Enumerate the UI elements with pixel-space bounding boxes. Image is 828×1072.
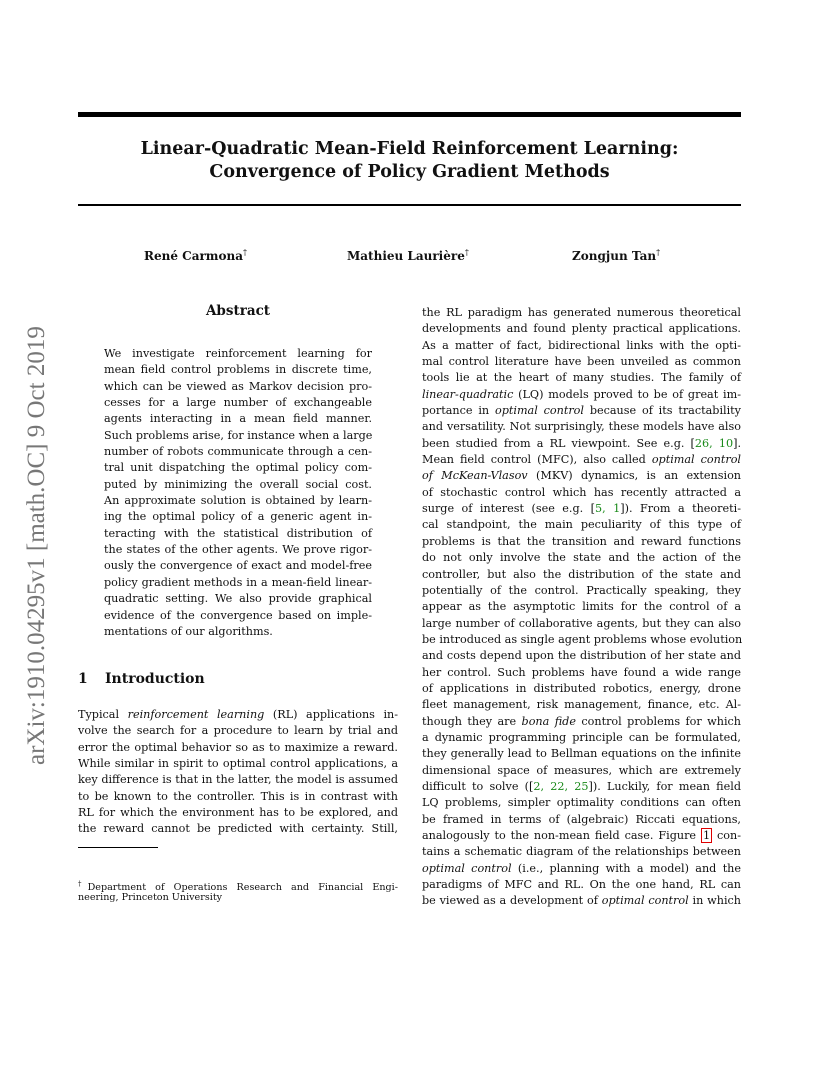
section-title: Introduction [105, 671, 205, 687]
author-name: René Carmona [144, 249, 243, 263]
author-mark: † [243, 248, 247, 257]
text-line: optimal control (i.e., planning with a model) and the [422, 861, 742, 875]
text-line: evidence of the convergence based on imple- [104, 608, 372, 622]
emphasis: bona fide [521, 714, 576, 728]
text-line: to be known to the controller. This is in contrast with [78, 789, 398, 803]
text-line: and versatility. Not surprisingly, these models have also [422, 420, 741, 434]
text-line: neering, Princeton University [78, 892, 223, 903]
text-line: though they are bona fide control problems for which [422, 714, 741, 728]
text-line: quadratic setting. We also provide graphical [104, 592, 372, 606]
paper-title [78, 138, 741, 184]
title-line: Linear-Quadratic Mean-Field Reinforcement Learning: [140, 139, 679, 159]
text-line: number of robots communicate through a cen- [104, 445, 372, 459]
text-line: they generally lead to Bellman equations on the infinite [422, 747, 741, 761]
author-mark: † [656, 248, 661, 257]
text-line: Such problems arise, for instance when a large [104, 428, 373, 442]
author-name: Zongjun Tan [572, 249, 657, 263]
text-line: An approximate solution is obtained by learn- [104, 494, 372, 508]
text-line: a dynamic programming principle can be formulated, [422, 730, 741, 744]
text-line: tral unit dispatching the optimal policy com- [104, 461, 372, 475]
text-line: As a matter of fact, bidirectional links with the opti- [422, 338, 741, 352]
abstract-heading: Abstract [205, 303, 271, 319]
emphasis: optimal control [651, 453, 742, 467]
right-column-body [422, 305, 741, 910]
arxiv-identifier: arXiv:1910.04295v1 [math.OC] 9 Oct 2019 [23, 326, 50, 765]
text-line: tains a schematic diagram of the relationships between [422, 845, 741, 859]
footnote-mark: † [78, 880, 88, 888]
text-line: LQ problems, simpler optimality conditions can often [422, 796, 741, 810]
text-line: We investigate reinforcement learning for [104, 347, 372, 360]
text-line: be viewed as a development of optimal control in which [422, 894, 741, 908]
text-line: controller, but also the distribution of the state and [422, 567, 741, 581]
text-line: of stochastic control which has recently attracted a [422, 485, 741, 499]
text-line: difficult to solve ([2, 22, 25]). Luckily, for mean field [422, 779, 741, 793]
text-line: surge of interest (see e.g. [5, 1]). From a theoreti- [422, 502, 741, 516]
footnote-rule [78, 847, 158, 848]
text-line: cal standpoint, the main peculiarity of this type of [422, 518, 741, 532]
citation-link[interactable]: 26, 10 [694, 436, 734, 450]
text-line: her control. Such problems have found a wide range [422, 665, 741, 679]
text-line: the RL paradigm has generated numerous theoretical [422, 306, 741, 319]
abstract-body [104, 346, 372, 640]
emphasis: optimal control [422, 861, 512, 875]
text-line: Typical reinforcement learning (RL) applications in- [78, 708, 399, 721]
figure-reference-link[interactable]: 1 [702, 829, 711, 842]
text-line: fleet management, risk management, finance, etc. Al- [422, 698, 741, 712]
emphasis: of McKean-Vlasov [422, 469, 528, 483]
text-line: While similar in spirit to optimal control applications, a [78, 757, 398, 771]
emphasis: optimal control [601, 894, 689, 908]
text-line: puted by minimizing the overall social cost. [104, 477, 372, 491]
text-line: potentially of the control. Practically speaking, they [422, 583, 741, 597]
title-line: Convergence of Policy Gradient Methods [209, 162, 610, 182]
text-line: ously the convergence of exact and model-free [104, 559, 372, 573]
text-line: mentations of our algorithms. [104, 624, 273, 638]
emphasis: reinforcement learning [127, 708, 265, 721]
text-line: portance in optimal control because of its tractability [422, 404, 741, 418]
author-mark: † [464, 248, 469, 257]
citation-link[interactable]: 5, 1 [595, 502, 621, 516]
text-line: large number of collaborative agents, but they can also [422, 616, 741, 630]
text-line: mean field control problems in discrete time, [104, 363, 372, 377]
text-line: agents interacting in a mean field manner. [104, 412, 372, 426]
emphasis: linear-quadratic [422, 387, 514, 401]
text-line: teracting with the statistical distribution of [104, 526, 372, 540]
introduction-body [78, 707, 398, 838]
footnote [78, 878, 398, 904]
title-rule-top [78, 112, 741, 117]
text-line: policy gradient methods in a mean-field linear- [104, 575, 372, 589]
text-line: be framed in terms of (algebraic) Riccati equations, [422, 812, 741, 826]
title-rule-bottom [78, 204, 741, 206]
text-line: developments and found plenty practical applications. [422, 322, 741, 336]
author [144, 248, 247, 263]
text-line: volve the search for a procedure to learn by trial and [78, 724, 398, 738]
author [347, 248, 469, 263]
text-line: been studied from a RL viewpoint. See e.g. [26, 10]. [422, 436, 741, 450]
text-line: of applications in distributed robotics, energy, drone [422, 681, 741, 695]
section-heading [78, 671, 205, 687]
text-line: RL for which the environment has to be explored, and [78, 806, 398, 820]
text-line: mal control literature have been unveiled as common [422, 355, 741, 369]
author-name: Mathieu Laurière [347, 249, 465, 263]
text-line: paradigms of MFC and RL. On the one hand, RL can [422, 878, 741, 892]
text-line: ing the optimal policy of a generic agent in- [104, 510, 372, 524]
text-line: error the optimal behavior so as to maximize a reward. [78, 740, 398, 754]
text-line: analogously to the non-mean field case. Figure 1 con- [422, 829, 741, 842]
text-line: be introduced as single agent problems whose evolution [422, 632, 743, 646]
text-line: dimensional space of measures, which are extremely [422, 763, 741, 777]
citation-link[interactable]: 2, 22, 25 [533, 779, 589, 793]
text-line: tools lie at the heart of many studies. The family of [422, 371, 741, 385]
text-line: key difference is that in the latter, the model is assumed [78, 773, 398, 787]
text-line: do not only involve the state and the action of the [422, 551, 741, 565]
text-line: and costs depend upon the distribution of her state and [422, 649, 741, 663]
text-line: which can be viewed as Markov decision pro- [104, 379, 372, 393]
author [572, 248, 660, 263]
text-line: cesses for a large number of exchangeable [104, 396, 372, 410]
text-line: Mean field control (MFC), also called optimal control [422, 453, 742, 467]
text-line: the reward cannot be predicted with certainty. Still, [78, 822, 398, 836]
text-line: †Department of Operations Research and Financial Engi- [78, 880, 398, 894]
text-line: linear-quadratic (LQ) models proved to be of great im- [422, 387, 741, 401]
text-line: problems is that the transition and reward functions [422, 534, 741, 548]
emphasis: optimal control [494, 404, 584, 418]
text-line: the states of the other agents. We prove rigor- [104, 543, 372, 557]
text-line: appear as the asymptotic limits for the control of a [422, 600, 741, 614]
text-line: of McKean-Vlasov (MKV) dynamics, is an extension [422, 469, 742, 483]
section-number: 1 [78, 671, 88, 687]
